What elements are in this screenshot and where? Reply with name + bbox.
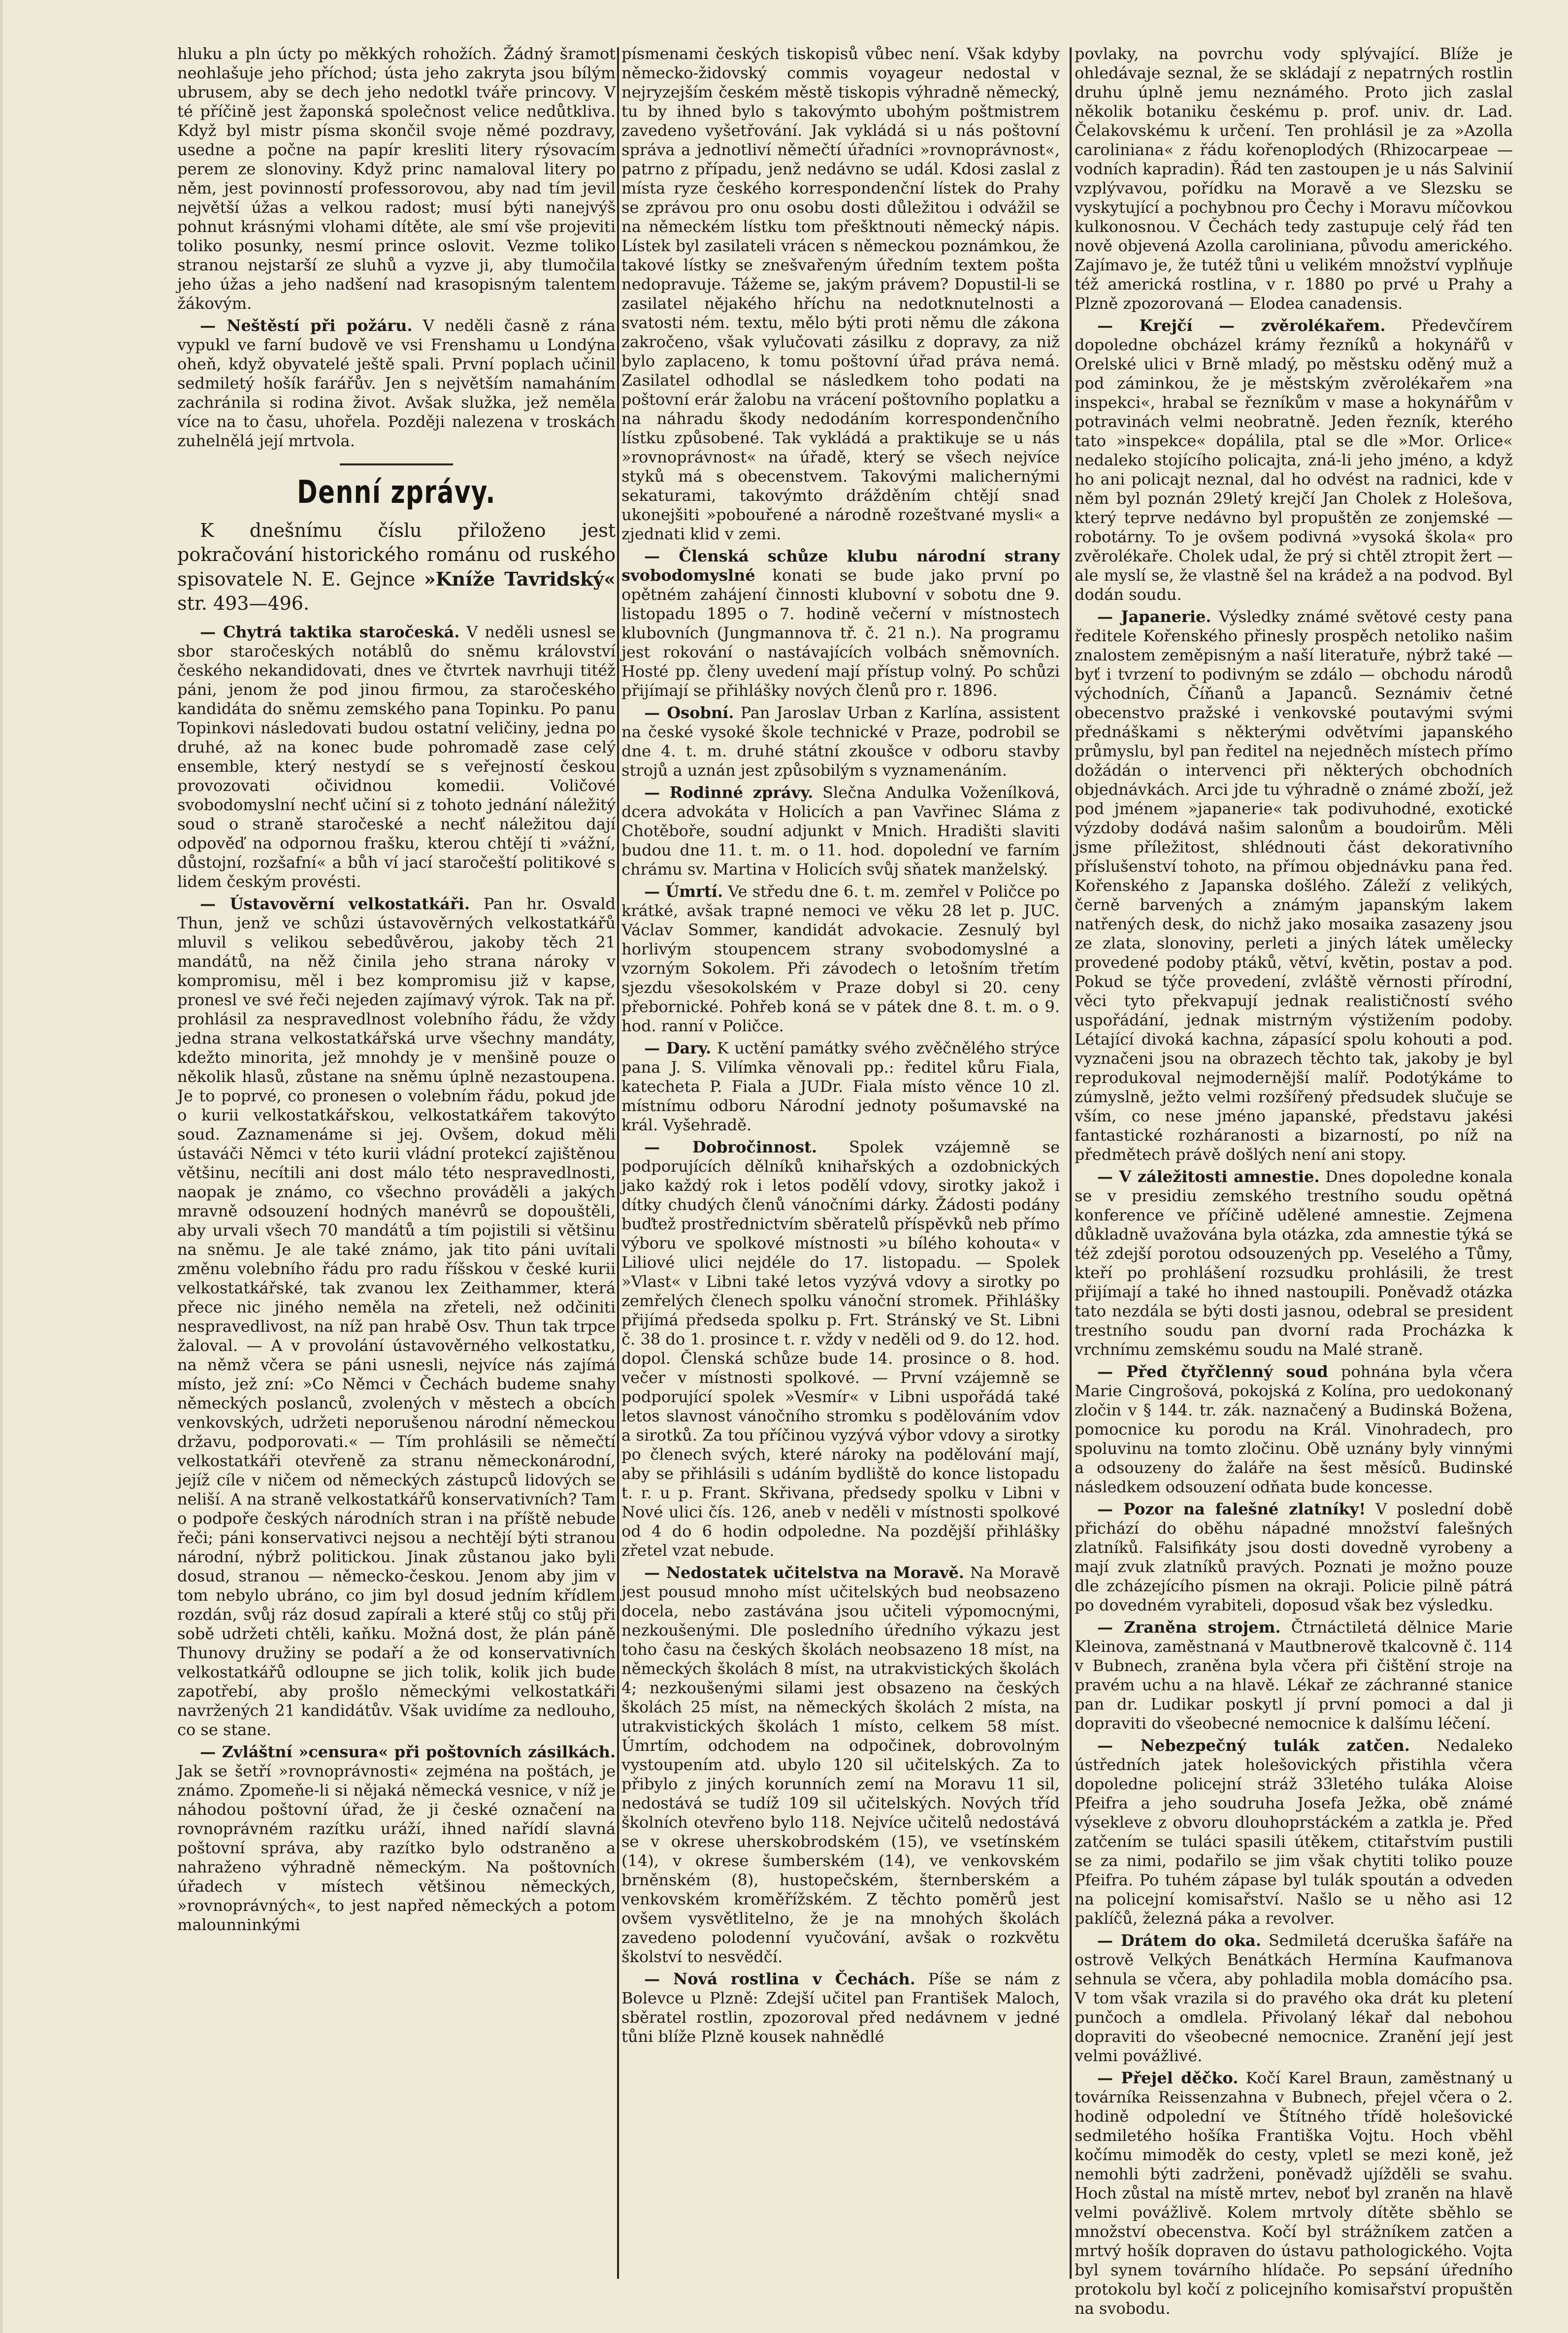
article-amnesty [1075,1167,1513,1359]
article-heading: — Dobročinnost. [644,1138,817,1156]
article-new-plant [621,1970,1060,2046]
article-vagrant [1075,1736,1513,1928]
article-body: V poslední době přichází do oběhu nápadné množství falešných zlatníků. Falsifikáty jsou dosti dovedně vyrobeny a mají zvuk zlatníků pravých. Poznati je možno pouze dle zcházejícího písmen na okraji. Policie pilně pátrá po dovedném vyrabiteli, doposud však bez výsledku. [1075,1500,1513,1614]
article-heading: — Krejčí — zvěrolékařem. [1097,316,1386,335]
article-body: Pan Jaroslav Urban z Karlína, assistent na české vysoké škole technické v Praze, podrobil se dne 4. t. m. druhé státní zkoušce v odboru stavby strojů a uznán jest způsobilým s vyznamenáním. [621,703,1060,780]
article-body: Předevčírem dopoledne obcházel krámy řezníků a hokynářů v Orelské ulici v Brně mladý, po městsku oděný muž a pod záminkou, že je městským zvěrolékařem »na inspekci«, hrabal se řezníkům v mase a hokynářům v potravinách velmi neobratně. Jeden řezník, kterého tato »inspekce« dopálila, ptal se dle »Mor. Orlice« nedaleko stojícího policajta, zná-li jeho jméno, a když ho ani policajt neznal, dal ho odvést na radnici, kde v něm byl poznán 29letý krejčí Jan Cholek z Holešova, který teprve nedávno byl propuštěn ze zonjemské — robotárny. To je ovšem podivná »vysoká škola« pro zvěrolékaře. Cholek udal, že prý si chtěl ztropit žert — ale myslí se, že vlastně šel na krádež a na podvod. Byl dodán soudu. [1075,316,1513,604]
article-body: Nedaleko ústředních jatek holešovických přistihla včera dopoledne policejní stráž 33letého tuláka Aloise Pfeifra a jeho soudruha Josefa Ježka, obě známé výsekleve z obvoru dlouhoprstáckém a zatkla je. Před zatčením se tuláci spasili útěkem, ctitařstvím pustili se za nimi, podařilo se jim však chytiti toliko pouze Pfeifra. Po tuhém zápase byl tulák spoután a odveden na policejní komisařství. Našlo se u něho asi 12 paklíčů, železná páka a revolver. [1075,1736,1513,1928]
article-body: Slečna Andulka Voženílková, dcera advokáta v Holicích a pan Vavřinec Sláma z Chotěboře, soudní adjunkt v Mnich. Hradišti slaviti budou dne 11. t. m. o 11. hod. dopolední ve farním chrámu sv. Martina v Holicích svůj sňatek manželský. [621,783,1060,879]
section-title: Denní zprávy. [297,474,496,511]
article-body: V neděli usnesl se sbor staročeských notáblů do sněmu království českého nekandidovati, dnes ve čtvrtek navrhuji titéž páni, jenom že pod jinou firmou, za staročeského kandidáta do sněmu zemského pana Topinku. Po panu Topinkovi následovati budou ostatní veličiny, jedna po druhé, až na konec bude pohromadě zase celý ensemble, který nestydí se s veřejností českou provozovati očividnou komedii. Voličové svobodomyslní nechť učiní si z tohoto jednání náležitý soud o straně staročeské a nechť náležitou dají odpověď na odpornou frašku, kterou chtějí ti »vážní, důstojní, rozšafní« a bůh ví jací staročeští politikové s lidem českým provésti. [177,623,616,891]
supplement-notice [177,519,616,616]
article-heading: — Před čtyřčlenný soud [1097,1362,1328,1381]
article-heading: — Drátem do oka. [1097,1931,1261,1950]
article-heading: — Neštěstí při požáru. [200,316,413,335]
article-body: V neděli časně z rána vypukl ve farní budově ve vsi Frenshamu u Londýna oheň, když obyvatelé ještě spali. První poplach učinil sedmiletý hošík farářův. Jen s největším namaháním zachránila si rodina život. Avšak služka, jež neměla více na to času, uhořela. Později nalezena v troskách zuhelnělá její mrtvola. [177,316,616,450]
article-heading: — Pozor na falešné zlatníky! [1097,1500,1366,1518]
article-eye-injury [1075,1931,1513,2066]
article-body: Píše se nám z Bolevce u Plzně: Zdejší učitel pan František Maloch, sběratel rostlin, zpozoroval před nedávnem v jedné tůni blíže Plzně kousek nahnědlé [621,1970,1060,2046]
article-heading: — Ústavověrní velkostatkáři. [200,894,470,913]
column-1 [177,44,616,2279]
article-continuation: písmenami českých tiskopisů vůbec není. Však kdyby německo-židovský commis voyageur nedostal v nejryzejším českém městě tiskopis výhradně německý, tu by ihned bylo s takovýmto ubohým poštmistrem zavedeno vyšetřování. Jak vykládá si u nás poštovní správa a jednotliví němečtí úřadníci »rovnoprávnost«, patrno z případu, jenž nedávno se udál. Kdosi zaslal z místa ryze českého korrespondenční lístek do Prahy se zprávou pro onu osobu dosti důležitou i odvážil se na německém lístku tom přešktnouti německý nápis. Lístek byl zasilateli vrácen s německou poznámkou, že takové lístky se znešvařeným úředním textem pošta nedopravuje. Tážeme se, jakým právem? Dopustil-li se zasilatel nějakého hříchu na nedotknutelnosti a svatosti ném. textu, mělo býti proti němu dle zákona zakročeno, však vylučovati zásilku z dopravy, za niž bylo zaplaceno, k tomu poštovní úřad práva nemá. Zasilatel odhodlal se následkem toho podati na poštovní erár žalobu na vrácení poštovního poplatku a na náhradu škody nedodáním korrespondenčního lístku způsobené. Tak vykládá a praktikuje se u nás »rovnoprávnost« na úřadě, který se všech nejvíce styků má s obecenstvem. Takovými malichernými sekaturami, takovýmto drážděním chtějí snad ukonejšiti »pobouřené a národně rozeštvané mysli« a zjednati klid v zemi. [621,44,1060,543]
article-body: Pan hr. Osvald Thun, jenž ve schůzi ústavověrných velkostatkářů mluvil s velikou sebedůvěrou, jakoby těch 21 mandátů, na něž činila jeho strana nároky v kompromisu, měl i bez kompromisu již v kapse, pronesl ve své řeči nejeden zajímavý výrok. Tak na př. prohlásil za nespravedlnost volebního řádu, že vždy jedna strana velkostatkářská urve všechny mandáty, kdežto minorita, jež mnohdy je v menšině pouze o několik hlasů, zůstane na sněmu úplně nezastoupena. Je to poprvé, co pronesen o volebním řádu, pokud jde o kurii velkostatkářskou, velkostatkářem takovýto soud. Zaznamenáme si jej. Ovšem, dokud měli ústaváči Němci v této kurii vládní protekcí zajištěnou většinu, necítili ani dost málo této nespravedlnosti, naopak je známo, co všechno prováděli a jakých mravně odsouzení hodných manévrů se dopouštěli, aby urvali všech 70 mandátů a tím pojistili si většinu na sněmu. Je ale také známo, jak tito páni uvítali změnu volebního řádu pro radu říšskou v české kurii velkostatkářské, tak zvanou lex Zeithammer, která přece nic jiného neměla na zřeteli, než odčiniti nespravedlivost, na níž pan hrabě Osv. Thun tak trpce žaloval. — A v provolání ústavověrného velkostatku, na němž včera se páni usnesli, nejvíce nás zajímá místo, jež zní: »Co Němci v Čechách budeme snahy německých poslanců, zvolených v městech a obcích venkovských, udržeti neporušenou národní německou državu, podporovati.« — Tím prohlásili se němečtí velkostatkáři otevřeně za stranu německonárodní, jejíž cíle v ničem od německých zástupců lidových se neliší. A na straně velkostatkářů konservativních? Tam o podpoře českých národních stran i na příště nebude řeči; páni konservativci nejsou a nechtějí býti stranou národní, nýbrž politickou. Jinak zůstanou jako byli dosud, stranou — německo-českou. Jenom aby jim v tom nebylo ubráno, co jim byl dosud jedním křídlem rozdán, svůj ráz dosud zapírali a které stůj co stůj při sobě udržeti chtěli, kaňku. Možná dost, že plán páně Thunovy družiny se podaří a že od konservativních velkostatkářů odloupne se jich tolik, kolik jich bude zapotřebí, aby prošlo německými velkostatkáři navržených 21 kandidátův. Však uvidíme za nedlouho, co se stane. [177,894,616,1739]
article-body: Spolek vzájemně se podporujících dělníků knihařských a ozdobnických jako každý rok i letos podělí vdovy, sirotky jakož i dítky chudých členů vánočními dárky. Žádosti podány buďtež prostřednictvím sběratelů příspěvků neb přímo výboru ve spolkové místnosti »u bílého kohouta« v Liliové ulici nejdéle do 17. listopadu. — Spolek »Vlast« v Libni také letos vyzývá vdovy a sirotky po zemřelých členech spolku vánoční stromek. Přihlášky přijímá předseda spolku p. Frt. Stránský ve St. Libni č. 38 do 1. prosince t. r. vždy v neděli od 9. do 12. hod. dopol. Členská schůze bude 14. prosince o 8. hod. večer v místnosti spolkové. — První vzájemně se podporující spolek »Vesmír« v Libni uspořádá také letos slavnost vánočního stromku s podělováním vdov a sirotků. Za tou příčinou vyzývá výbor vdovy a sirotky po členech svých, které nároky na podělování mají, aby se přihlásili s udáním bydliště do konce listopadu t. r. u p. Frant. Skřivana, předsedy spolku v Libni v Nové ulici čís. 126, aneb v neděli v místnosti spolkové od 4 do 6 hodin odpoledne. Na pozdější přihlášky zřetel vzat nebude. [621,1138,1060,1560]
article-heading: — Rodinné zprávy. [644,783,814,802]
article-run-over [1075,2069,1513,2318]
article-body: Kočí Karel Braun, zaměstnaný u továrníka Reissenzahna v Bubnech, přejel včera o 2. hodině odpolední ve Štítného třídě holešovické sedmiletého hošíka Františka Vojtu. Hoch vběhl kočímu mimoděk do cesty, vpletl se mezi koně, jež nemohli býti zadrženi, poněvadž ujížděli se svahu. Hoch zůstal na místě mrtev, neboť byl zraněn na hlavě velmi povážlivě. Kolem mrtvoly dítěte sběhlo se množství obecenstva. Kočí byl strážníkem zatčen a mrtvý hošík dopraven do ústavu pathologického. Vojta byl synem továrního hlídače. Po sepsání úředního protokolu byl kočí z policejního komisařství propuštěn na svobodu. [1075,2069,1513,2318]
notice-text: K dnešnímu číslu přiloženo jest pokračování historického románu od ruského spisovatele N. E. Gejnce [177,520,616,590]
article-body: K uctění památky svého zvěčnělého strýce pana J. S. Vilímka věnovali pp.: ředitel kůru Fiala, katecheta P. Fiala a JUDr. Fiala místo věnce 10 zl. místnímu odboru Národní jednoty pošumavské na král. Vyšehradě. [621,1039,1060,1134]
article-charity [621,1138,1060,1560]
article-tailor-vet [1075,316,1513,604]
article-heading: — Členská schůze klubu národní strany svobodomyslné [621,547,1060,585]
page-edge-shadow [0,0,3,2333]
article-heading: — Dary. [644,1039,712,1057]
column-rule [617,47,619,2279]
article-landowners [177,894,616,1740]
article-body: pohnána byla včera Marie Cingrošová, pokojská z Kolína, pro uedokonaný zločin v § 144. tr. zák. naznačený a Budinská Božena, pomocnice ku porodu na Král. Vinohradech, pro spoluvinu na tomto zločinu. Obě uznány byly vinnými a odsouzeny do žaláře na šest měsíců. Budinské následkem odsouzení odňata bude koncesse. [1075,1362,1513,1496]
notice-pages: str. 493—496. [177,592,310,614]
article-teacher-shortage [621,1563,1060,1967]
article-heading: — Přejel děčko. [1097,2069,1239,2087]
column-3 [1075,44,1513,2318]
article-heading: — Zraněna strojem. [1097,1618,1281,1637]
article-body: Ve středu dne 6. t. m. zemřel v Poličce po krátké, avšak trapné nemoci ve věku 28 let p. JUC. Václav Sommer, kandidát advokacie. Zesnulý byl horlivým stoupencem strany svobodomyslné a vzorným Sokolem. Při závodech o letošním třetím sjezdu všesokolském v Praze dobyl si 20. ceny přebornické. Pohřeb koná se v pátek dne 8. t. m. o 9. hod. ranní v Poličce. [621,882,1060,1035]
article-body: Dnes dopoledne konala se v presidiu zemského trestního soudu opětná konference ve příčině udělené amnestie. Zejmena důkladně uvažována byla otázka, zda amnestie týká se též zdejší porotou odsouzených pp. Veselého a Tůmy, kteří po prohlášení rozsudku prohlásili, že trest přijímají a také ho ihned nastoupili. Poněvadž otázka tato nezdála se býti dosti jasnou, odebral se president trestního soudu pan dvorní rada Procházka k vrchnímu zemskému soudu na Malé straně. [1075,1167,1513,1359]
article-body: konati se bude jako první po opětném zahájení činnosti klubovní v sobotu dne 9. listopadu 1895 o 7. hodině večerní v místnostech klubovních (Jungmannova tř. č. 21 n.). Na programu jest rokování o nastávajících volbách sněmovních. Hosté pp. členy uvedení mají přístup volný. Po schůzi přijímají se přihlášky nových členů pro r. 1896. [621,566,1060,700]
novel-title: »Kníže Tavridský« [424,568,616,590]
article-family-news [621,783,1060,879]
article-heading: — Osobní. [644,703,734,722]
article-body: Výsledky známé světové cesty pana ředitele Kořenského přinesly prospěch netoliko našim znalostem zeměpisným a naší literatuře, nýbrž také — byť i tvrzení to podivným se zdálo — obchodu národů východních, Číňanů a Japanců. Seznámiv četné obecenstvo pražské i venkovské poutavými svými přednáškami s některými odvětvími japanského průmyslu, byl pan ředitel na nejedněch místech přímo dožádán o intervenci při některých obchodních objednávkách. Arci jde tu výhradně o známé zboží, jež pod jménem »japanerie« tak podivuhodné, exotické výzdoby dodává našim salonům a boudoirům. Měli jsme příležitost, shlédnouti část dekorativního příslušenství tohoto, na přímou objednávku pana řed. Kořenského z Japanska došlého. Záleží z velikých, černě barvených a známým japanským lakem natřených desk, do nichž jako mosaika zasazeny jsou ze zlata, slonoviny, perleti a jiných látek umělecky provedené podoby ptáků, větví, květin, postav a pod. Pokud se týče provedení, zvláště věrnosti přírodní, věci tyto překvapují jednak realističností svého uspořádání, jednak mistrným výstižením podoby. Létající divoká kachna, zápasící spolu kohouti a pod. vyznačeni jsou na obrazech těchto tak, jakoby je byl reprodukoval nejmodernější malíř. Podotýkáme to zúmyslně, ježto velmi rozšířený předsudek slučuje se vším, co nese jméno japanské, představu jakési fantastické rozháranosti a bizarností, po níž na předmětech právě došlých není ani stopy. [1075,607,1513,1164]
article-heading: — Nebezpečný tulák zatčen. [1097,1736,1410,1755]
article-heading: — Nedostatek učitelstva na Moravě. [644,1563,964,1582]
article-postal-censorship [177,1742,616,1935]
article-body: Na Moravě jest pousud mnoho míst učitelských bud neobsazeno docela, nebo zastávána jsou učiteli výpomocnými, nezkoušenými. Dle posledního úředního výkazu jest toho času na českých školách neobsazeno 18 míst, na německých školách 8 míst, na utrakvistických školách 4; nezkoušenými silami jest obsazeno na českých školách 25 míst, na německých školách 2 místa, na utrakvistických školách 1 místo, celkem 58 míst. Úmrtím, odchodem na odpočinek, dobrovolným vystoupením atd. ubylo 120 sil učitelských. Za to přibylo z jiných korunních zemí na Moravu 11 sil, nedostává se tudíž 109 sil učitelských. Nových tříd školních otevřeno bylo 118. Nejvíce učitelů nedostává se v okrese uherskobrodském (15), ve vsetínském (14), v okrese šumberském (14), ve venkovském brněnském (8), hustopečském, šternberském a venkovském kroměřížském. Z těchto poměrů jest ovšem vysvětlitelno, že je na mnohých školách zavedeno polodenní vyučování, avšak o rozkvětu školství to nesvědčí. [621,1563,1060,1966]
article-heading: — Japanerie. [1097,607,1211,626]
article-heading: — Zvláštní »censura« při poštovních zásilkách. [200,1742,616,1761]
section-divider [340,463,453,465]
article-body: Čtrnáctiletá dělnice Marie Kleinova, zaměstnaná v Mautbnerově tkalcovně č. 114 v Bubnech, zraněna byla včera při čištění stroje na pravém uchu a na hlavě. Lékař ze záchranné stanice pan dr. Ludikar poskytl jí první pomoci a dal ji dopraviti do všeobecné nemocnice k dalšímu léčení. [1075,1618,1513,1733]
article-body: Jak se šetří »rovnoprávnosti« zejména na poštách, je známo. Zpomeňe-li si nějaká německá vesnice, v níž je náhodou poštovní úřad, že ji české označení na rovnoprávném razítku uráží, ihned nařídí slavná poštovní správa, aby razítko bylo odstraněno a nahraženo výhradně německým. Na poštovních úřadech v místech většinou německých, »rovnoprávných«, to jest napřed německých a potom malounninkými [177,1762,616,1934]
article-counterfeit [1075,1500,1513,1615]
article-continuation: povlaky, na povrchu vody splývající. Blíže je ohledávaje seznal, že se skládají z nepatrných rostlin druhu úplně jemu neznámého. Proto jich zaslal několik botaniku českému p. prof. univ. dr. Lad. Čelakovskému k určení. Ten prohlásil je za »Azolla caroliniana« z řádu kořenoplodých (Rhizocarpeae — vodních kapradin). Řád ten zastoupen je u nás Salvinií vzplývavou, pořídku na Moravě a ve Slezsku se vyskytující a pochybnou pro Čechy i Moravu míčovkou kulkonosnou. V Čechách tedy zastupuje celý řád ten nově objevená Azolla caroliniana, původu amerického. Zajímavo je, že tutéž tůni u velikém množství vyplňuje též americká rostlina, v r. 1880 po prvé u Prahy a Plzně zpozorovaná — Elodea canadensis. [1075,44,1513,313]
article-court [1075,1362,1513,1497]
article-japanerie [1075,607,1513,1164]
article-body: Sedmiletá dceruška šafáře na ostrově Velkých Benátkách Hermína Kaufmanova sehnula se včera, aby pohladila mobla domácího psa. V tom však vrazila si do pravého oka drát ku pletení punčoch a omdlela. Přivolaný lékař dal nebohou dopraviti do všeobecné nemocnice. Zranění její jest velmi povážlivé. [1075,1931,1513,2065]
article-machine-injury [1075,1618,1513,1733]
article-heading: — Úmrtí. [644,882,723,901]
article-club-meeting [621,547,1060,700]
column-2 [621,44,1060,2279]
article-tactics [177,623,616,891]
article-death [621,882,1060,1036]
article-gifts [621,1039,1060,1135]
article-personal [621,703,1060,780]
column-rule [1070,47,1072,2279]
article-heading: — Chytrá taktika staročeská. [200,623,460,641]
article-fire [177,316,616,451]
article-heading: — V záležitosti amnestie. [1097,1167,1320,1186]
article-heading: — Nová rostlina v Čechách. [644,1970,915,1988]
article-continuation: hluku a pln úcty po měkkých rohožích. Žádný šramot neohlašuje jeho příchod; ústa jeho zakryta jsou bílým ubrusem, aby se dech jeho nedotkl tváře princovy. V té příčině jest žaponská společnost velice nedůtkliva. Když byl mistr písma skončil svoje němé pozdravy, usedne a počne na papír kresliti litery rýsovacím perem ze slonoviny. Když princ namaloval litery po něm, jest povinností professorovou, aby nad tím jevil největší úžas a velkou radost; musí býti nanejvýš pohnut krásnými vlohami dítěte, ale smí vše projeviti toliko posunky, nesmí prince oslovit. Vezme toliko stranou nejstarší ze sluhů a vyzve ji, aby tlumočila jeho úžas a jeho nadšení nad krasopisným talentem žákovým. [177,44,616,313]
